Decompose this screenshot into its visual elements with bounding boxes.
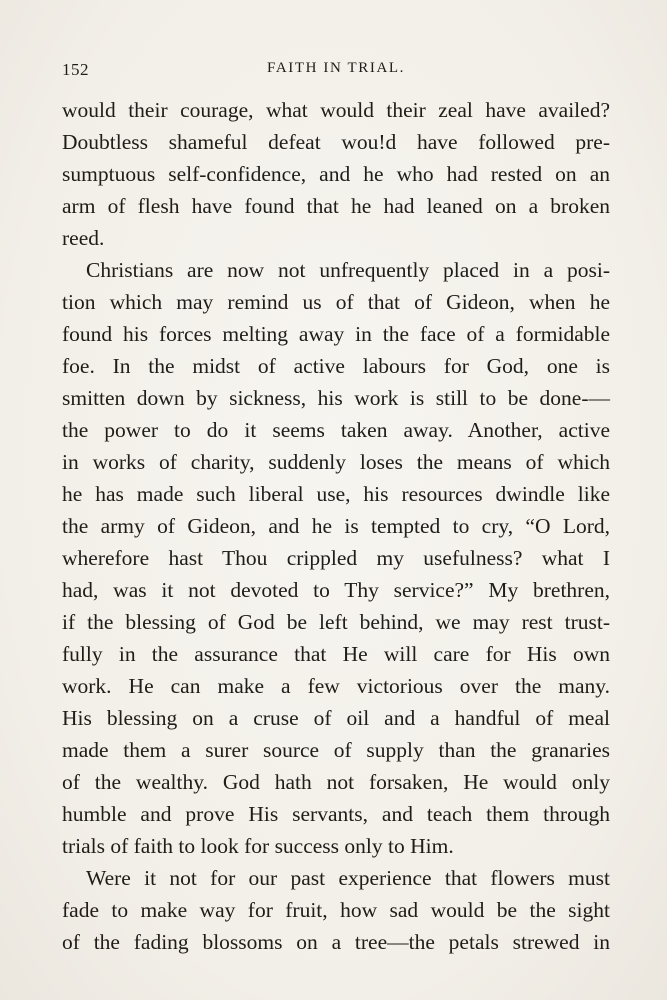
page-header xyxy=(62,60,610,84)
text-line: humble and prove His servants, and teach them through xyxy=(62,802,610,826)
text-line: if the blessing of God be left behind, we may rest trust- xyxy=(62,610,610,634)
text-line: Christians are now not unfrequently placed in a posi- xyxy=(86,258,610,282)
text-line: fully in the assurance that He will care for His own xyxy=(62,642,610,666)
running-title: FAITH IN TRIAL. xyxy=(266,60,406,76)
text-line: wherefore hast Thou crippled my usefulness? what I xyxy=(62,546,610,570)
text-line: he has made such liberal use, his resources dwindle like xyxy=(62,482,610,506)
text-line: fade to make way for fruit, how sad would be the sight xyxy=(62,898,610,922)
text-line: work. He can make a few victorious over the many. xyxy=(62,674,610,698)
text-line: had, was it not devoted to Thy service?” My brethren, xyxy=(62,578,610,602)
text-line: would their courage, what would their zeal have availed? xyxy=(62,98,610,122)
text-line: found his forces melting away in the face of a formidable xyxy=(62,322,610,346)
text-line: of the fading blossoms on a tree—the petals strewed in xyxy=(62,930,610,954)
text-line: arm of flesh have found that he had leaned on a broken xyxy=(62,194,610,218)
text-line: the army of Gideon, and he is tempted to cry, “O Lord, xyxy=(62,514,610,538)
text-line: made them a surer source of supply than the granaries xyxy=(62,738,610,762)
text-line: in works of charity, suddenly loses the means of which xyxy=(62,450,610,474)
text-line: Doubtless shameful defeat wou!d have followed pre- xyxy=(62,130,610,154)
text-line: His blessing on a cruse of oil and a handful of meal xyxy=(62,706,610,730)
text-line: foe. In the midst of active labours for God, one is xyxy=(62,354,610,378)
text-line: reed. xyxy=(62,226,105,250)
text-line: sumptuous self-confidence, and he who had rested on an xyxy=(62,162,610,186)
text-line: tion which may remind us of that of Gideon, when he xyxy=(62,290,610,314)
text-line: trials of faith to look for success only to Him. xyxy=(62,834,454,858)
text-line: of the wealthy. God hath not forsaken, He would only xyxy=(62,770,610,794)
text-line: the power to do it seems taken away. Another, active xyxy=(62,418,610,442)
page-number: 152 xyxy=(62,60,89,79)
text-line: Were it not for our past experience that flowers must xyxy=(86,866,610,890)
text-line: smitten down by sickness, his work is still to be done-— xyxy=(62,386,610,410)
